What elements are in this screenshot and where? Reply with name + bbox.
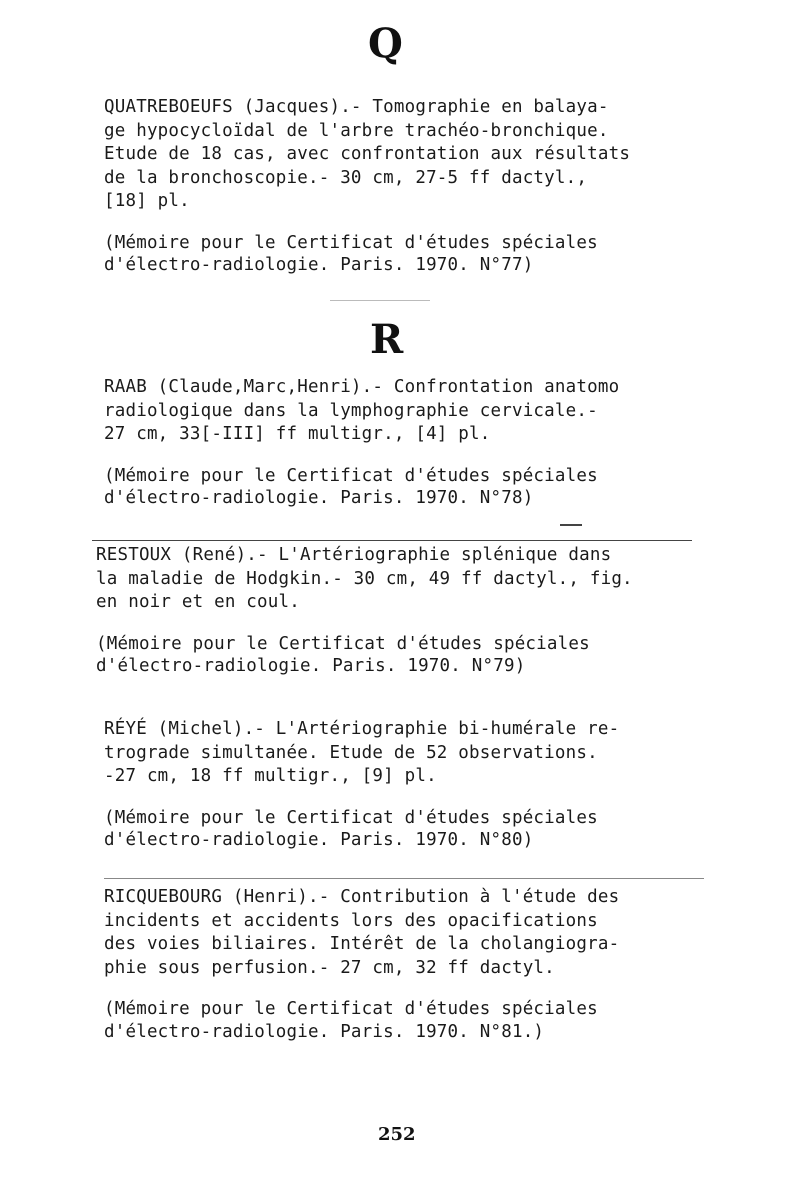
entry-line: RICQUEBOURG (Henri).- Contribution à l'étude des [104,887,620,907]
memoire-line: (Mémoire pour le Certificat d'études spéciales [104,807,598,828]
memoire-note [96,633,716,678]
entry-line: RAAB (Claude,Marc,Henri).- Confrontation anatomo [104,377,620,397]
entry-line: en noir et en coul. [96,592,300,612]
dash-mark [560,524,582,526]
entry-line: RESTOUX (René).- L'Artériographie splénique dans [96,545,612,565]
memoire-line: (Mémoire pour le Certificat d'études spéciales [96,633,590,654]
entry-line: ge hypocycloïdal de l'arbre trachéo-bronchique. [104,120,609,141]
entry-line: 27 cm, 33[-III] ff multigr., [4] pl. [104,424,491,444]
entry-line: -27 cm, 18 ff multigr., [9] pl. [104,766,437,786]
entry-line: phie sous perfusion.- 27 cm, 32 ff dactyl. [104,957,555,978]
entry-line: la maladie de Hodgkin.- 30 cm, 49 ff dactyl., fig. [96,568,633,589]
memoire-line: d'électro-radiologie. Paris. 1970. N°80) [104,830,534,850]
entry-line: trograde simultanée. Etude de 52 observations. [104,742,598,763]
entry-line: RÉYÉ (Michel).- L'Artériographie bi-humérale re- [104,719,620,739]
entry-line: [18] pl. [104,191,190,211]
entry-line: de la bronchoscopie.- 30 cm, 27-5 ff dactyl., [104,167,588,188]
entry-line: incidents et accidents lors des opacifications [104,910,598,931]
bibliography-entry-raab [104,376,724,510]
faint-divider [330,300,430,301]
bibliography-entry-ricquebourg [104,886,724,1043]
entry-divider [92,540,692,541]
bibliography-entry-reye [104,718,724,852]
entry-divider [104,878,704,879]
bibliography-entry-quatreboeufs [104,96,724,277]
page-number: 252 [378,1124,416,1145]
memoire-line: (Mémoire pour le Certificat d'études spéciales [104,232,598,253]
memoire-note [104,232,724,277]
entry-line: Etude de 18 cas, avec confrontation aux résultats [104,144,631,164]
memoire-line: d'électro-radiologie. Paris. 1970. N°81.) [104,1021,545,1042]
bibliography-entry-restoux [96,544,716,678]
memoire-note [104,998,724,1043]
entry-line: des voies biliaires. Intérêt de la cholangiogra- [104,934,620,954]
memoire-line: d'électro-radiologie. Paris. 1970. N°78) [104,488,534,508]
memoire-line: d'électro-radiologie. Paris. 1970. N°77) [104,255,534,275]
section-letter-q: Q [368,20,403,67]
memoire-line: (Mémoire pour le Certificat d'études spéciales [104,465,598,486]
entry-line: radiologique dans la lymphographie cervicale.- [104,400,598,421]
memoire-line: (Mémoire pour le Certificat d'études spéciales [104,999,598,1019]
entry-line: QUATREBOEUFS (Jacques).- Tomographie en balaya- [104,97,609,117]
memoire-note [104,807,724,852]
section-letter-r: R [370,316,404,363]
memoire-line: d'électro-radiologie. Paris. 1970. N°79) [96,656,526,676]
memoire-note [104,465,724,510]
